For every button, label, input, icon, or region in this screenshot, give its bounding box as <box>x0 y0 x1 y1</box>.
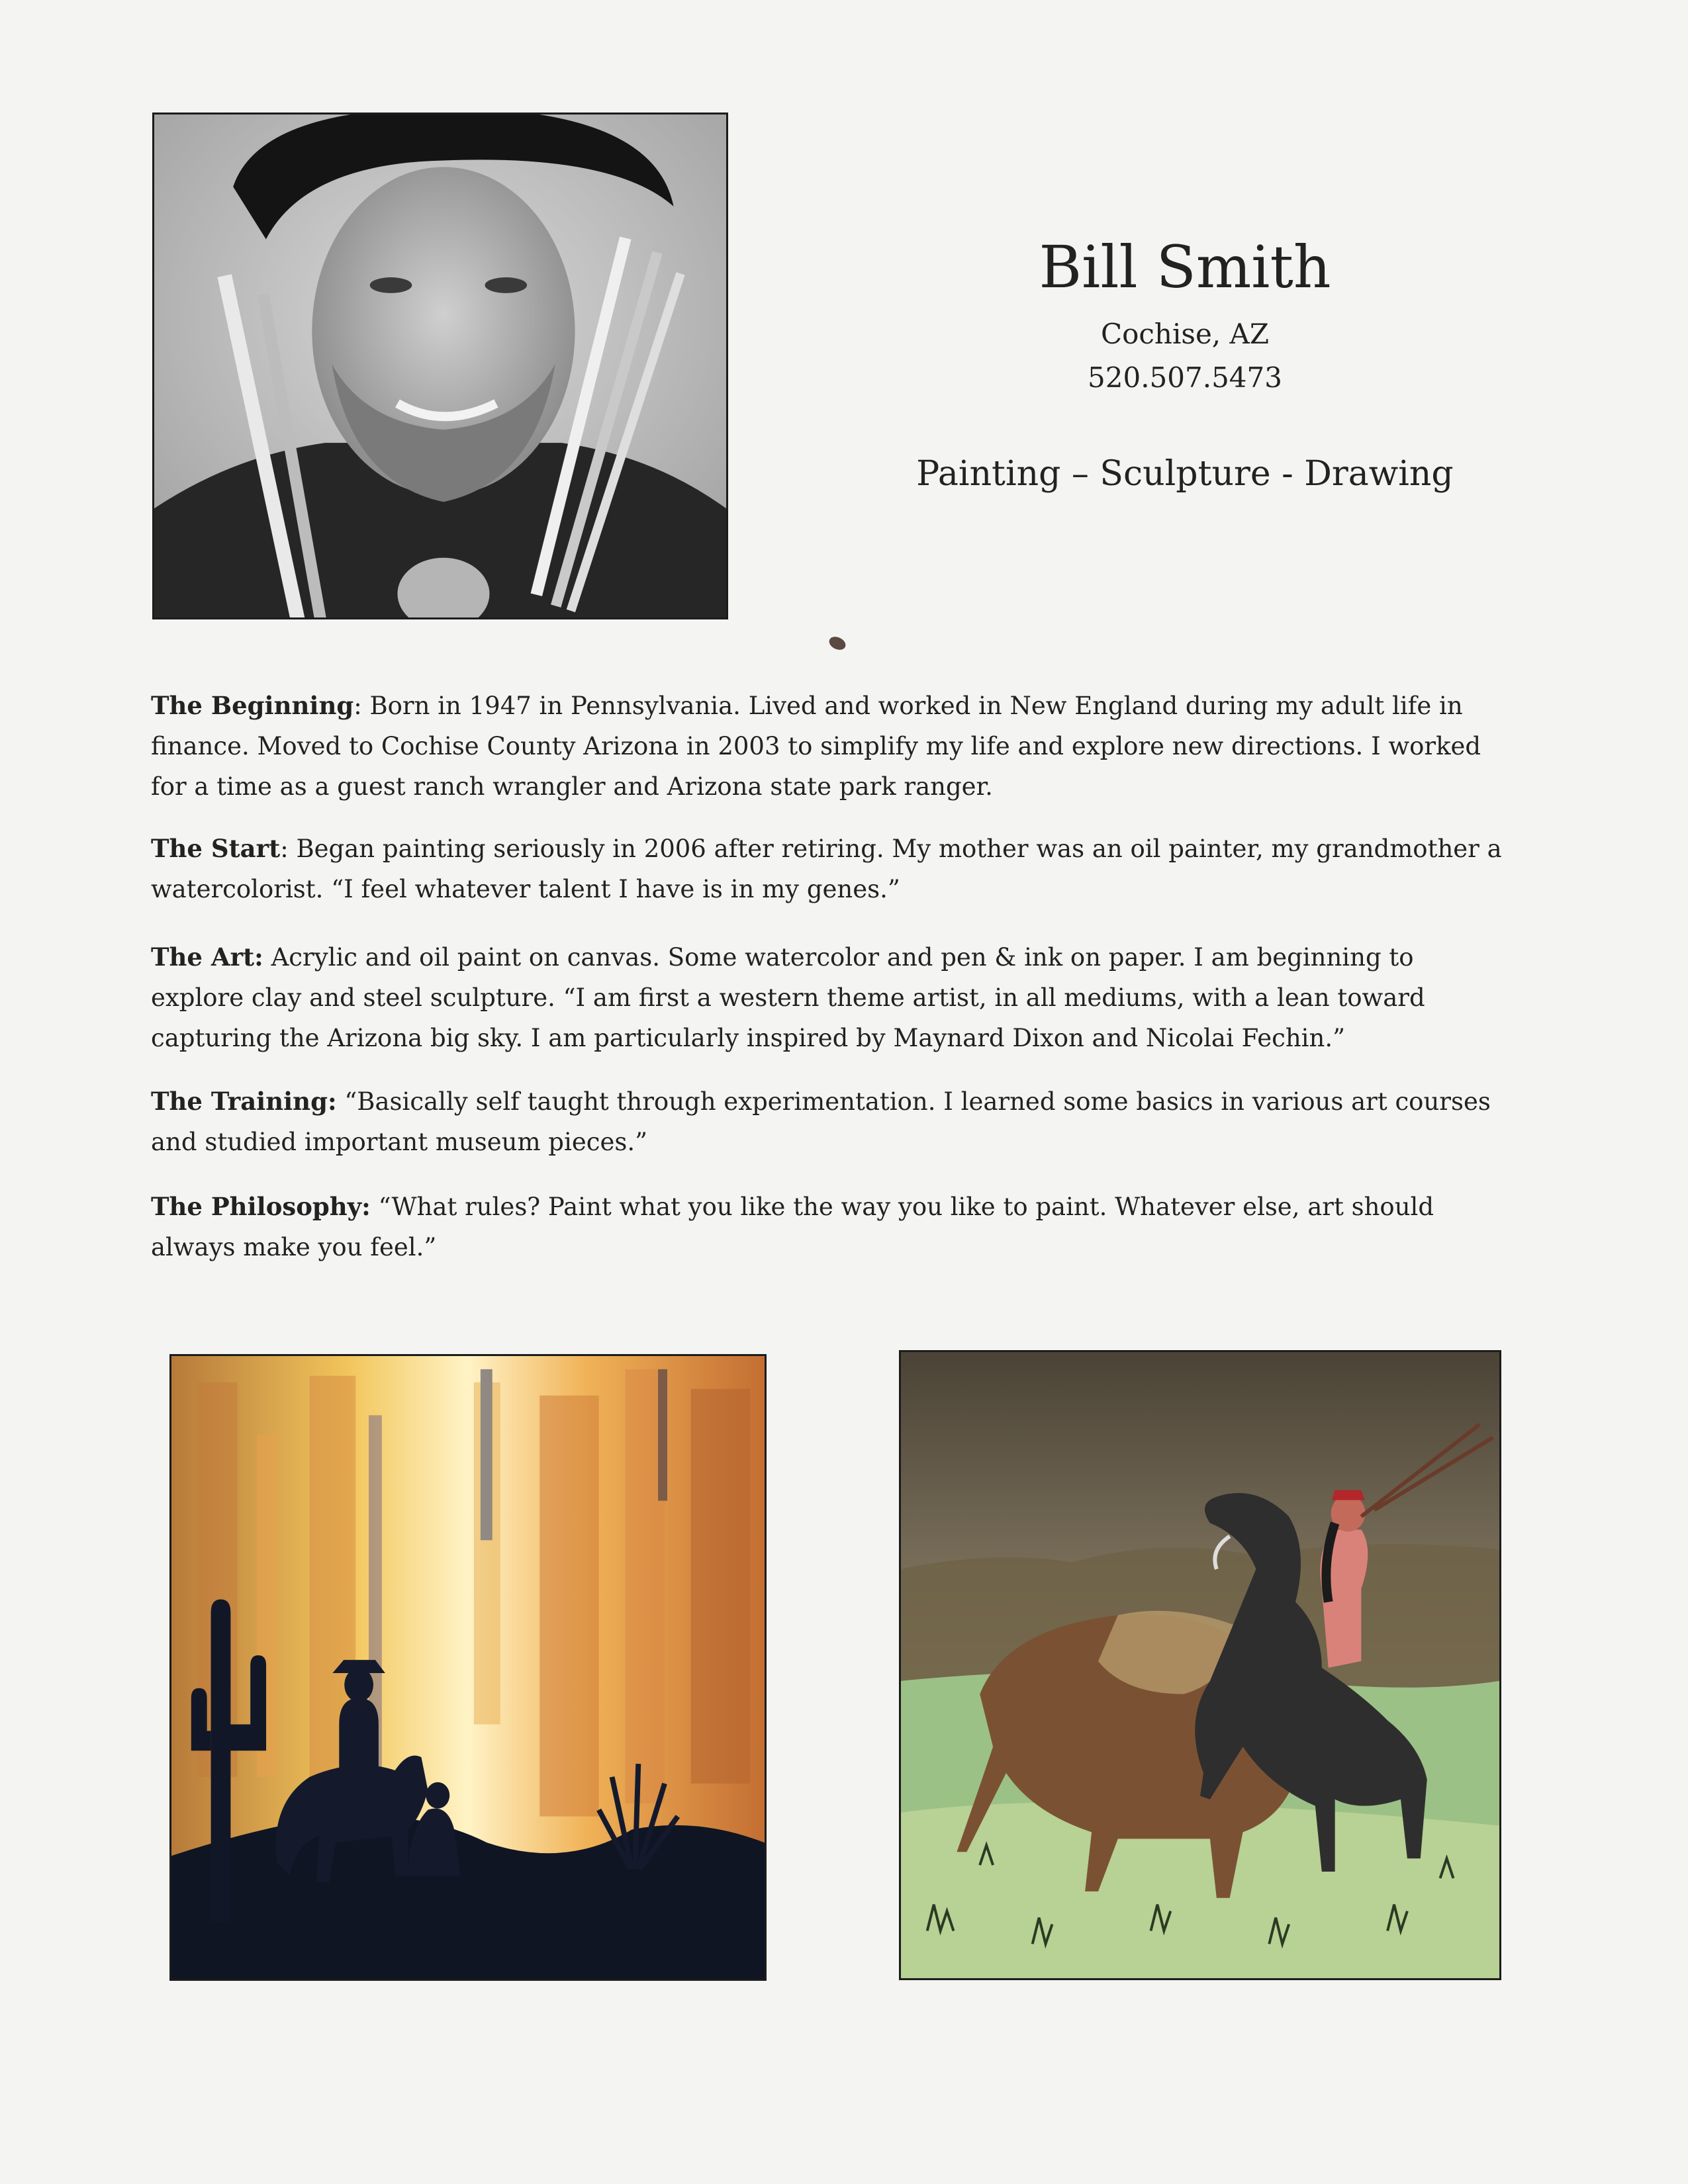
artist-mediums: Painting – Sculpture - Drawing <box>916 454 1454 494</box>
bio-philosophy <box>151 1187 1508 1267</box>
bio-art <box>151 937 1508 1058</box>
bio-beginning-label: The Beginning <box>151 691 354 720</box>
artist-portrait <box>152 113 728 619</box>
bio-art-text: Acrylic and oil paint on canvas. Some watercolor and pen & ink on paper. I am beginning to explore clay and steel sculpture. “I am first a western theme artist, in all mediums, with a lean toward capturing the Arizona big sky. I am particularly inspired by Maynard Dixon and Nicolai Fechin.” <box>151 943 1425 1052</box>
bio-beginning-text: : Born in 1947 in Pennsylvania. Lived and worked in New England during my adult life in finance. Moved to Cochise County Arizona in 2003 to simplify my life and explore new directions. I worked for a time as a guest ranch wrangler and Arizona state park ranger. <box>151 692 1481 801</box>
canyon-rider-painting <box>169 1354 767 1981</box>
bio-training-text: “Basically self taught through experimentation. I learned some basics in various art courses and studied important museum pieces.” <box>151 1087 1491 1156</box>
bio-start-label: The Start <box>151 834 281 863</box>
portrait-image <box>154 114 726 617</box>
bio-start <box>151 829 1508 909</box>
bio-training-label: The Training: <box>151 1087 337 1116</box>
artist-location: Cochise, AZ <box>1100 318 1270 350</box>
bio-philosophy-text: “What rules? Paint what you like the way you like to paint. Whatever else, art should always make you feel.” <box>151 1193 1434 1261</box>
bio-art-label: The Art: <box>151 942 263 972</box>
artist-phone: 520.507.5473 <box>1088 361 1282 394</box>
bio-start-text: : Began painting seriously in 2006 after retiring. My mother was an oil painter, my grandmother a watercolorist. “I feel whatever talent I have is in my genes.” <box>151 835 1502 903</box>
artist-name: Bill Smith <box>1039 233 1331 301</box>
bio-training <box>151 1081 1508 1162</box>
canyon-rider-image <box>171 1356 765 1979</box>
buffalo-hunt-image <box>901 1352 1499 1978</box>
paper-speck <box>827 634 847 652</box>
buffalo-hunt-painting <box>899 1350 1501 1980</box>
bio-beginning <box>151 686 1508 807</box>
bio-philosophy-label: The Philosophy: <box>151 1192 371 1221</box>
